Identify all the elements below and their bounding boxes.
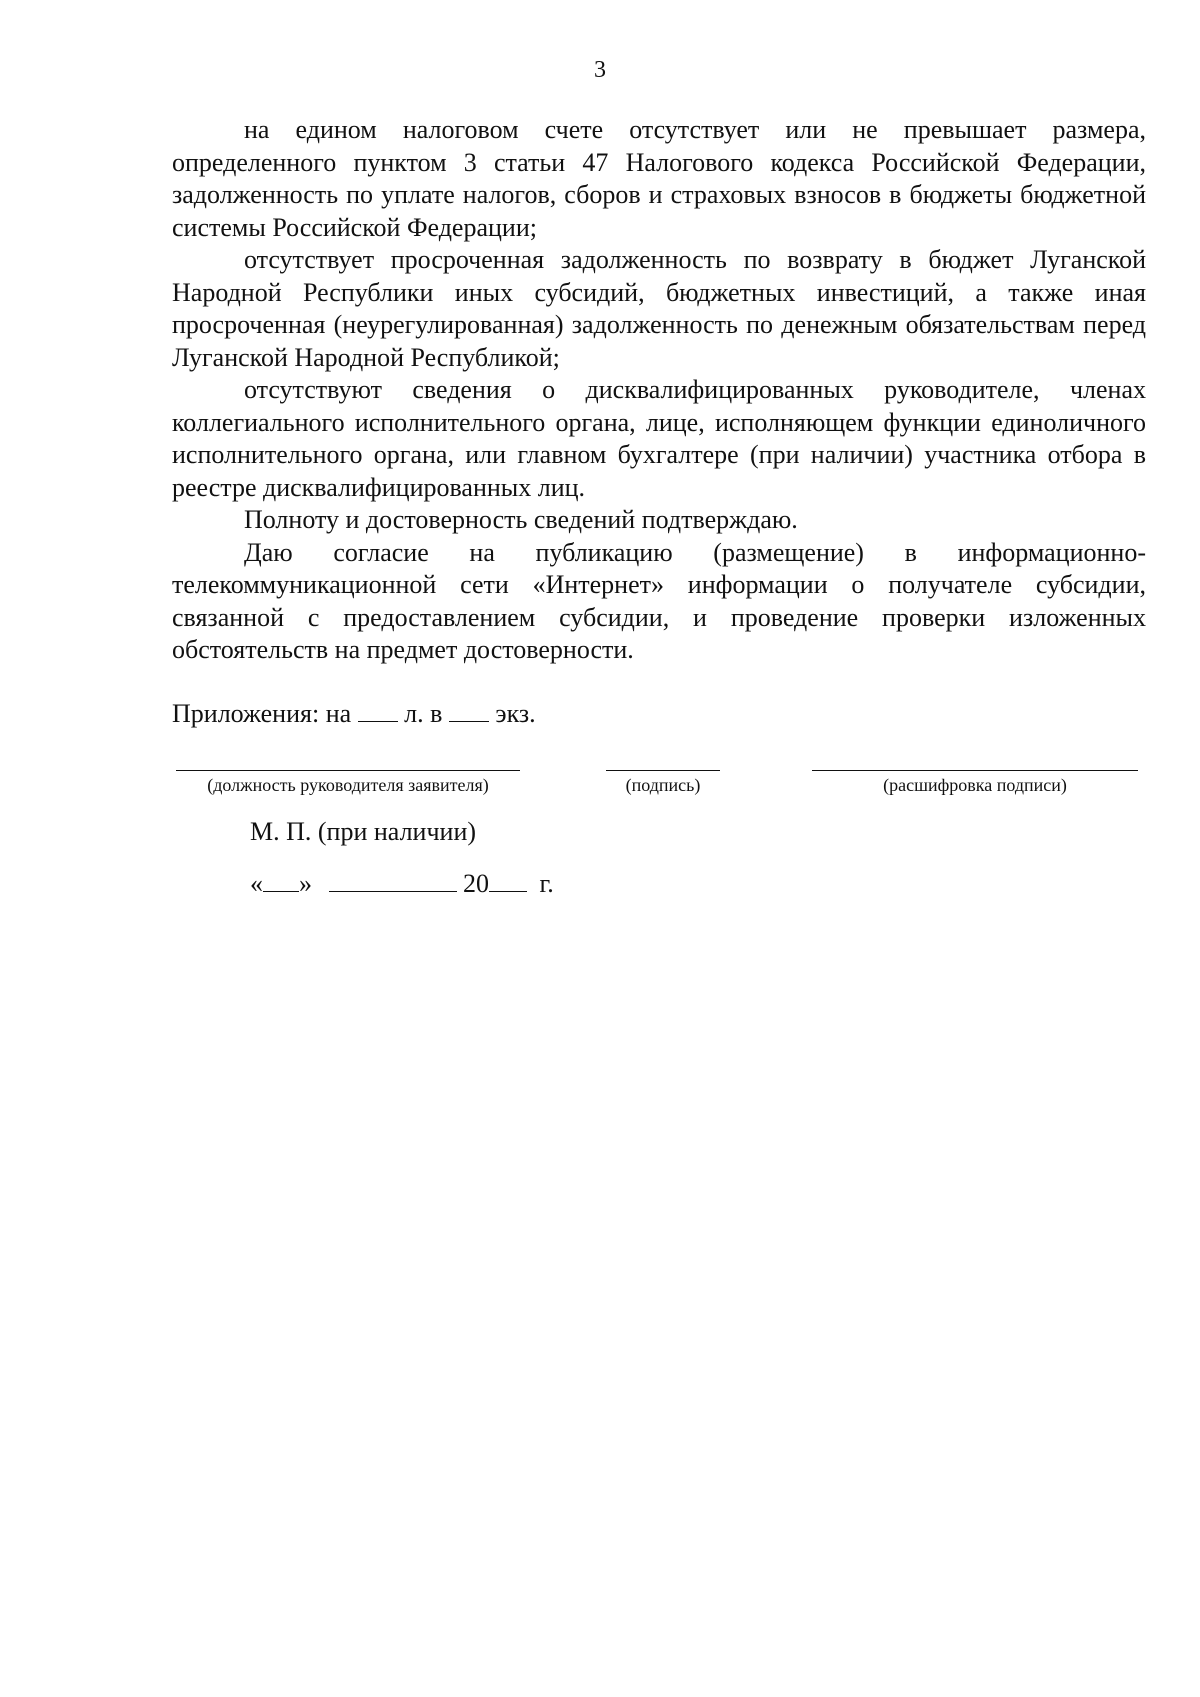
year-blank <box>489 869 527 892</box>
signature-caption: (подпись) <box>625 775 701 795</box>
attachments-prefix: Приложения: на <box>172 699 352 728</box>
stamp-note: М. П. (при наличии) <box>250 817 477 846</box>
month-blank <box>329 869 457 892</box>
sheets-unit: л. в <box>404 699 443 728</box>
day-blank <box>263 869 299 892</box>
copies-count-blank <box>449 699 489 722</box>
copies-unit: экз. <box>495 699 536 728</box>
paragraph-tax-debt: на едином налоговом счете отсутствует или не превышает размера, определенного пунктом 3 статьи 47 Налогового кодекса Российской Федерации, задолженность по уплате налогов, сборов и страховых взносов в бюджеты бюджетной системы Российской Федерации; <box>172 115 1146 242</box>
paragraph-consent: Даю согласие на публикацию (размещение) в информационно-телекоммуникационной сети «Интернет» информации о получателе субсидии, связанной с предоставлением субсидии, и проведение проверки изложенных обстоятельств на предмет достоверности. <box>172 537 1146 664</box>
paragraph-overdue-debt: отсутствует просроченная задолженность по возврату в бюджет Луганской Народной Республики иных субсидий, бюджетных инвестиций, а также иная просроченная (неурегулированная) задолженность по денежным обязательствам перед Луганской Народной Республикой; <box>172 245 1146 372</box>
year-suffix: г. <box>539 869 554 898</box>
paragraph-disqualified-persons: отсутствуют сведения о дисквалифицированных руководителе, членах коллегиального исполнительного органа, лице, исполняющем функции единоличного исполнительного органа, или главном бухгалтере (при наличии) участника отбора в реестре дисквалифицированных лиц. <box>172 375 1146 502</box>
declaration-body <box>172 114 1146 667</box>
date-century: 20 <box>463 869 489 898</box>
paragraph-confirmation: Полноту и достоверность сведений подтверждаю. <box>244 505 798 534</box>
position-caption: (должность руководителя заявителя) <box>207 775 489 795</box>
page-number: 3 <box>594 57 606 83</box>
decoding-signature-line <box>812 770 1138 771</box>
decoding-caption: (расшифровка подписи) <box>883 775 1067 795</box>
sheets-count-blank <box>358 699 398 722</box>
date-close-quote: » <box>299 869 312 898</box>
date-open-quote: « <box>250 869 263 898</box>
attachments-line <box>172 698 536 730</box>
position-signature-line <box>176 770 520 771</box>
date-line <box>250 868 554 900</box>
signature-line <box>606 770 720 771</box>
